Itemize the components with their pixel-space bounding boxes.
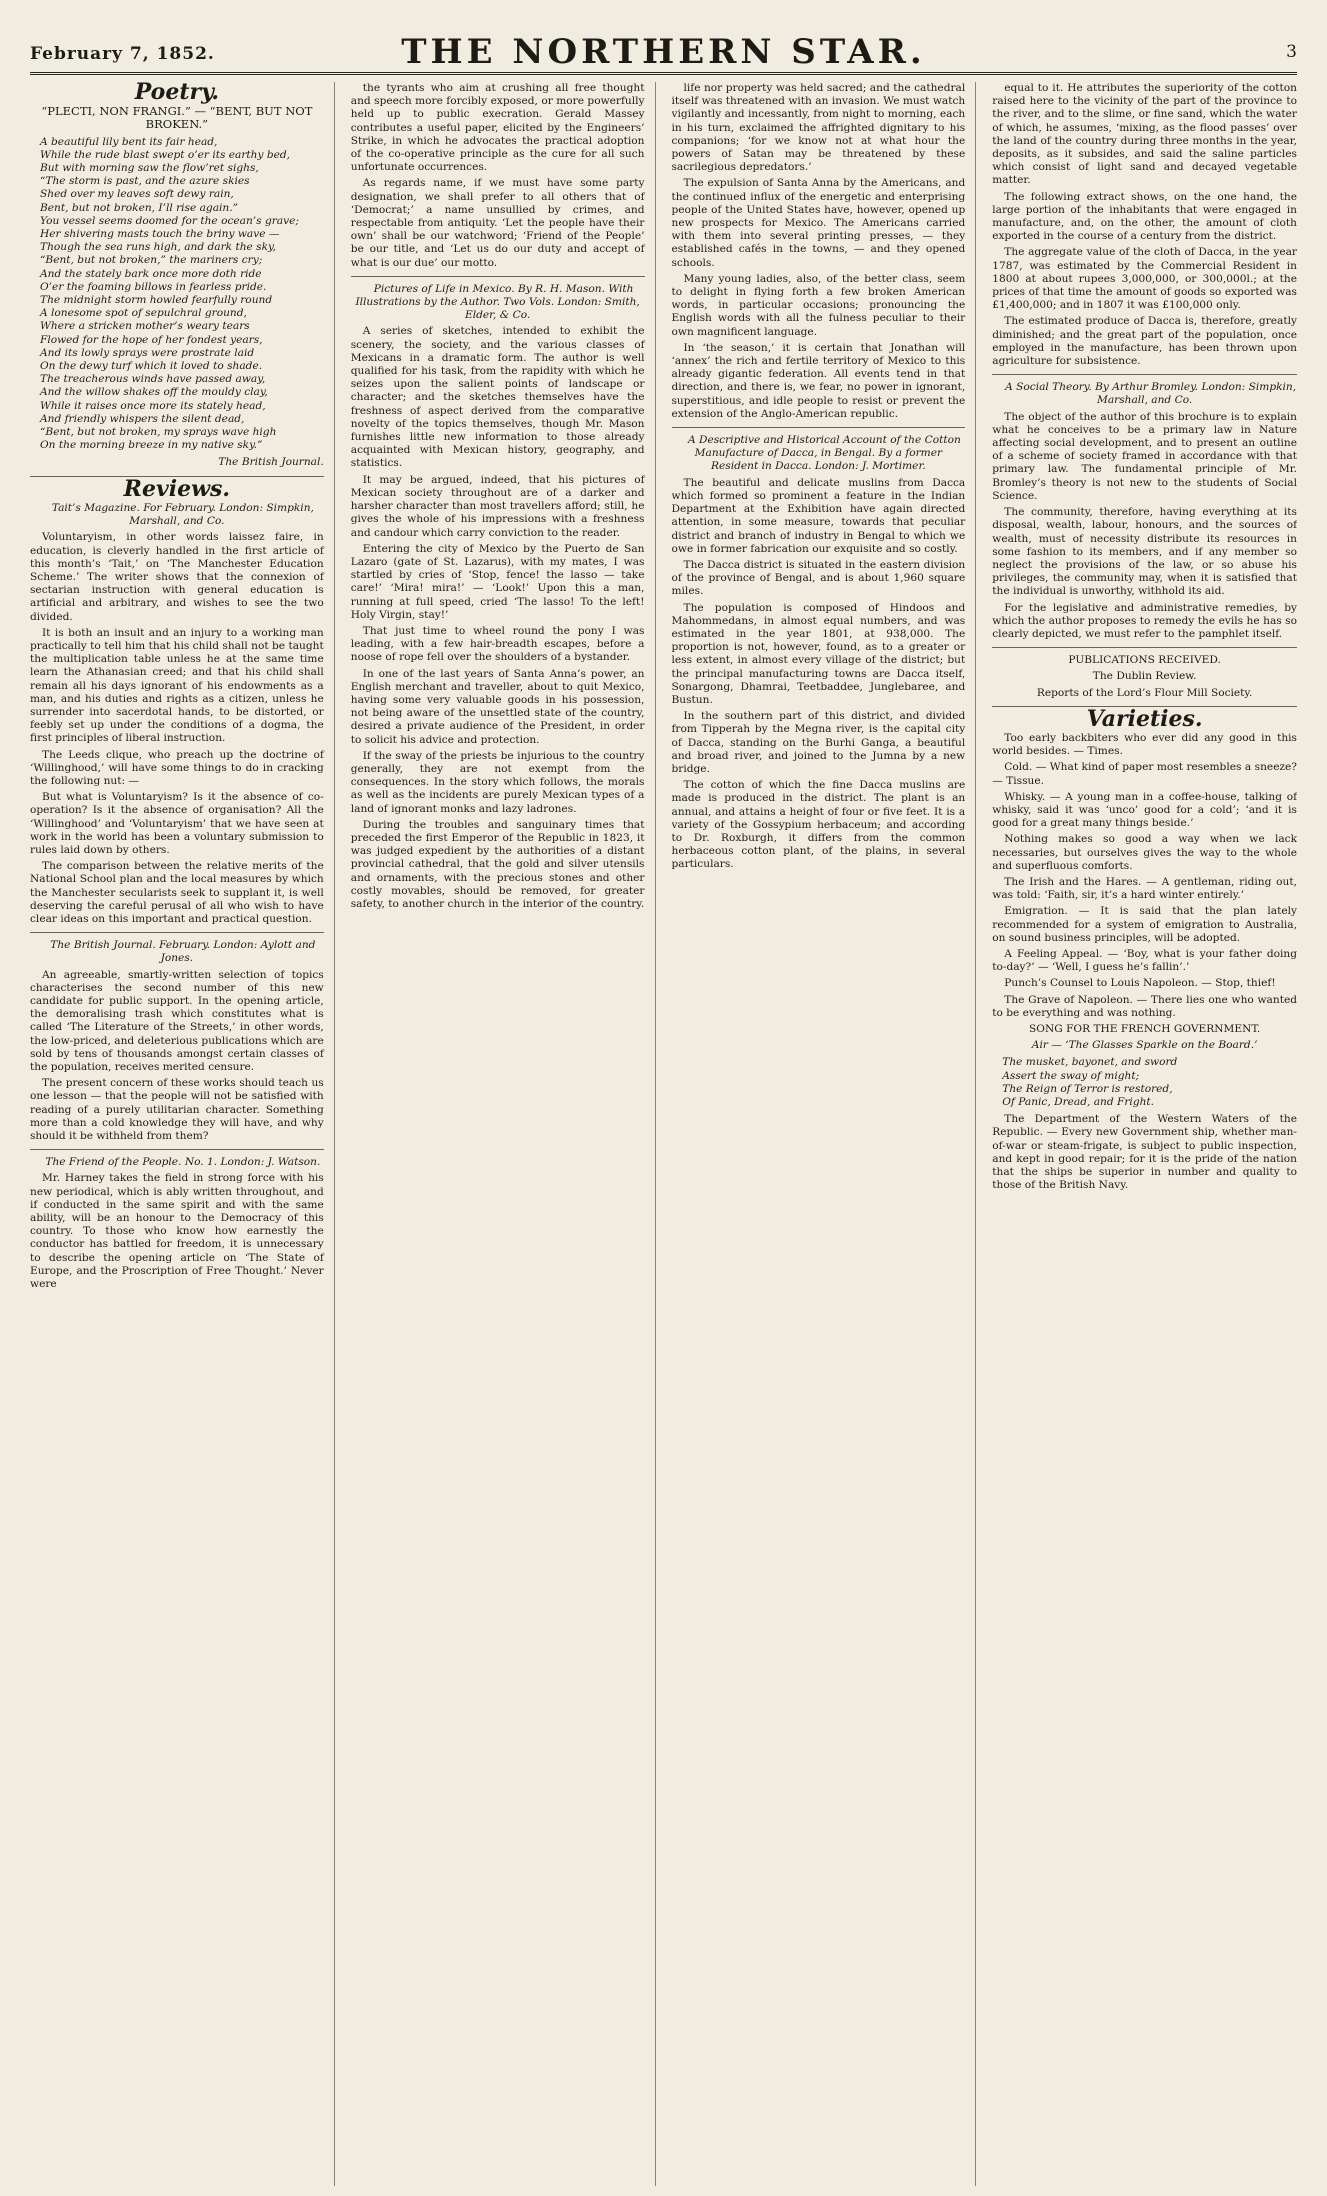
review-body	[992, 411, 1297, 641]
poem-line: Though the sea runs high, and dark the sky,	[40, 241, 276, 254]
poem-line: While it raises once more its stately head,	[40, 399, 266, 412]
column-2	[351, 82, 656, 2186]
review-body	[30, 1172, 324, 1291]
paragraph: During the troubles and sanguinary times that preceded the first Emperor of the Republic in 1823, it was judged expedient by the authorities of a distant provincial cathedral, that the gold and silver utensils and ornaments, with the precious stones and other costly movables, should be removed, for greater safety, to another church in the interior of the country.	[350, 818, 645, 910]
variety-item: The Grave of Napoleon. — There lies one who wanted to be everything and was nothing.	[992, 993, 1297, 1019]
poem-line: The treacherous winds have passed away,	[40, 373, 266, 386]
divider	[672, 427, 966, 428]
poem-line: But with morning saw the flow’ret sighs,	[40, 162, 259, 175]
paragraph: The community, therefore, having everything at its disposal, wealth, labour, honours, and the sources of wealth, must of necessity distribute its resources in some fashion to its members, and if any member so neglect the provisions of the law, or so abuse his privileges, the community may, when it is satisfied that the individual is unworthy, withhold its aid.	[992, 506, 1297, 598]
poetry-heading: Poetry.	[134, 82, 220, 105]
poem-line: Where a stricken mother’s weary tears	[40, 320, 250, 333]
poem-line: You vessel seems doomed for the ocean’s grave;	[40, 214, 299, 227]
poem-line: On the dewy turf which it loved to shade.	[40, 360, 263, 373]
newspaper-columns	[30, 82, 1297, 2186]
variety-item: Whisky. — A young man in a coffee-house, talking of whisky, said it was ‘unco’ good for a cold’; ‘and it is good for a great many things beside.’	[992, 790, 1297, 830]
poem-source: The British Journal.	[218, 456, 324, 469]
masthead	[30, 8, 1297, 75]
paragraph: Mr. Harney takes the field in strong force with his new periodical, which is ably written throughout, and if conducted in the same spirit and with the same ability, will be an honour to the Democracy of this country. To those who know how earnestly the conductor has battled for freedom, it is unnecessary to describe the opening article on ‘The State of Europe, and the Proscription of Free Thought.’ Never were	[30, 1172, 324, 1291]
article-body	[992, 82, 1297, 368]
paragraph: The estimated produce of Dacca is, therefore, greatly diminished; and the great part of the population, once employed in the manufacture, has been thrown upon agriculture for subsistence.	[992, 315, 1297, 368]
variety-item: Nothing makes so good a way when we lack necessaries, but ourselves gives the way to the whole and superfluous comforts.	[992, 833, 1297, 872]
paragraph: As regards name, if we must have some party designation, we shall prefer to all others that of ‘Democrat;’ a name unsullied by crimes, and respectable from antiquity. ‘Let the people have their own’ shall be our watchword; ‘Friend of the People’ be our title, and ‘Let us do our duty and accept of what is our due’ our motto.	[350, 177, 645, 269]
column-4	[992, 82, 1297, 2186]
review-title: A Social Theory. By Arthur Bromley. London: Simpkin, Marshall, and Co.	[1005, 381, 1297, 407]
paragraph: The population is composed of Hindoos and Mahommedans, in almost equal numbers, and was estimated in the year 1801, at 938,000. The proportion is not, however, found, as to a greater or less extent, in almost every village of the district; but the principal manufacturing towns are Dacca itself, Sonargong, Dhamrai, Teetbaddee, Junglebaree, and Bustun.	[671, 601, 966, 706]
article-body	[672, 82, 966, 421]
review-title: The British Journal. February. London: Aylott and Jones.	[50, 939, 316, 965]
paragraph: A series of sketches, intended to exhibit the scenery, the society, and the various classes of Mexicans in a dramatic form. The author is well qualified for his task, from the rapidity with which he seizes upon the salient points of landscape or character; and the sketches themselves have the freshness of aspect derived from the comparative novelty of the topics themselves, though Mr. Mason furnishes little new information to those already acquainted with Mexican history, geography, and statistics.	[350, 325, 645, 470]
reviews-heading: Reviews.	[123, 475, 231, 502]
paragraph: Many young ladies, also, of the better class, seem to delight in flying forth a few broken American words, in particular occasions; pronouncing the English words with all the fulness peculiar to their own magnificent language.	[671, 272, 966, 338]
poem-line: A beautiful lily bent its fair head,	[40, 135, 218, 148]
song-line: Of Panic, Dread, and Fright.	[1002, 1096, 1155, 1109]
song-line: Assert the sway of might;	[1002, 1069, 1140, 1082]
poem-line: And the stately bark once more doth ride	[40, 267, 262, 280]
song-lines	[992, 1056, 1297, 1109]
paragraph: In the southern part of this district, and divided from Tipperah by the Megna river, is the capital city of Dacca, standing on the Burhi Ganga, a beautiful and broad river, and joined to the Jumna by a new bridge.	[671, 710, 966, 775]
column-1	[30, 82, 335, 2186]
poem-line: O’er the foaming billows in fearless pride.	[40, 280, 267, 293]
review-title: A Descriptive and Historical Account of the Cotton Manufacture of Dacca, in Bengal. By a former Resident in Dacca. London: J. Mortimer.	[687, 434, 961, 473]
paragraph: The Leeds clique, who preach up the doctrine of ‘Willinghood,’ will have some things to do in cracking the following nut: —	[30, 748, 324, 787]
article-body	[351, 82, 645, 270]
variety-item: Cold. — What kind of paper most resembles a sneeze? — Tissue.	[992, 761, 1297, 787]
paragraph: The present concern of these works should teach us one lesson — that the people will not be satisfied with reading of a purely utilitarian character. Something more than a cold knowledge they will have, and why should it be withheld from them?	[30, 1077, 324, 1143]
poem-line: “Bent, but not broken,” the mariners cry;	[40, 254, 263, 267]
paragraph: The beautiful and delicate muslins from Dacca which formed so prominent a feature in the Indian Department at the Exhibition have again directed attention, in some measure, towards that peculiar district and branch of industry in Bengal to which we owe in former fabrication our exquisite and so costly.	[671, 476, 966, 555]
song-title: SONG FOR THE FRENCH GOVERNMENT.	[1029, 1023, 1261, 1035]
variety-item: Punch’s Counsel to Louis Napoleon. — Stop, thief!	[1004, 977, 1276, 990]
song-line: The Reign of Terror is restored,	[1002, 1082, 1173, 1095]
varieties-heading: Varieties.	[1086, 705, 1203, 732]
poem	[30, 105, 324, 469]
paragraph: That just time to wheel round the pony I was leading, with a few hair-breadth escapes, before a noose of rope fell over the shoulders of a bystander.	[350, 624, 645, 664]
review-body	[351, 325, 645, 911]
paragraph: If the sway of the priests be injurious to the country generally, they are not exempt from the consequences. In the story which follows, the morals as well as the incidents are purely Mexican types of a land of ignorant monks and lazy ladrones.	[350, 749, 645, 815]
poem-line: Bent, but not broken, I’ll rise again.”	[40, 201, 239, 214]
publication-item: The Dublin Review.	[1092, 670, 1197, 683]
review-title: The Friend of the People. No. 1. London: J. Watson.	[45, 1156, 321, 1169]
variety-item: Too early backbiters who ever did any good in this world besides. — Times.	[992, 731, 1297, 758]
paragraph: The object of the author of this brochure is to explain what he conceives to be a primary law in Nature affecting social development, and to present an outline of a scheme of society framed in accordance with that primary law. The fundamental principle of Mr. Bromley’s theory is not new to the students of Social Science.	[992, 410, 1297, 502]
paragraph: It is both an insult and an injury to a working man practically to tell him that his child shall not be taught the multiplication table unless he at the same time learn the Athanasian creed; and that his child shall remain all his days ignorant of his endowments as a man, and his duties and rights as a citizen, unless he surrender into sacerdotal hands, to be distorted, or feebly set up under the conditions of a dogma, the first principles of liberal instruction.	[30, 626, 324, 745]
paragraph: Entering the city of Mexico by the Puerto de San Lazaro (gate of St. Lazarus), with my mates, I was startled by cries of ‘Stop, fence! the lasso — take care!’ ‘Mira! mira!’ — ‘Look!’ Upon this a man, running at full speed, cried ‘The lasso! To the left! Holy Virgin, stay!’	[350, 542, 645, 621]
variety-item: Emigration. — It is said that the plan lately recommended for a system of emigration to Australia, on sound business principles, will be adopted.	[992, 905, 1297, 944]
poem-title: “PLECTI, NON FRANGI.” — “BENT, BUT NOT BROKEN.”	[41, 104, 313, 132]
poem-line: Flowed for the hope of her fondest years,	[40, 333, 263, 346]
paragraph: The cotton of which the fine Dacca muslins are made is produced in the district. The plant is an annual, and attains a height of four or five feet. It is a variety of the Gossypium herbaceum; and according to Dr. Roxburgh, it differs from the common herbaceous cotton plant, of the plains, in several particulars.	[671, 779, 966, 871]
review-body	[30, 531, 324, 926]
publications-heading: PUBLICATIONS RECEIVED.	[1068, 654, 1221, 667]
poem-line: A lonesome spot of sepulchral ground,	[40, 307, 247, 320]
poem-line: The midnight storm howled fearfully round	[40, 294, 273, 307]
varieties-list	[992, 732, 1297, 1020]
song-line: The musket, bayonet, and sword	[1002, 1056, 1178, 1069]
issue-date: February 7, 1852.	[30, 44, 215, 64]
paragraph: Voluntaryism, in other words laissez faire, in education, is cleverly handled in the first article of this month’s ‘Tait,’ on ‘The Manchester Education Scheme.’ The writer shows that the connexion of sectarian instruction with general education is artificial and arbitrary, and wishes to see the two divided.	[30, 531, 324, 623]
paragraph: In one of the last years of Santa Anna’s power, an English merchant and traveller, about to quit Mexico, having some very valuable goods in his possession, not being aware of the unsettled state of the country, desired a private audience of the President, in order to solicit his advice and protection.	[350, 667, 645, 746]
review-body	[30, 969, 324, 1144]
review-title: Pictures of Life in Mexico. By R. H. Mason. With Illustrations by the Author. Two Vols. London: Smith, Elder, & Co.	[355, 282, 640, 322]
paragraph: the tyrants who aim at crushing all free thought and speech more forcibly exposed, or more powerfully held up to public execration. Gerald Massey contributes a useful paper, elicited by the Engineers’ Strike, in which he advocates the practical adoption of the co-operative principle as the cure for all such unfortunate occurrences.	[350, 82, 645, 174]
paragraph: equal to it. He attributes the superiority of the cotton raised here to the vicinity of the part of the province to the river, and to the slime, or fine sand, which the water of which, he assumes, ‘mixing, as the flood passes’ over the land of the country during three months in the year, deposits, as it subsides, and said the saline particles which consist of light sand and decayed vegetable matter.	[992, 82, 1297, 187]
paragraph: The following extract shows, on the one hand, the large portion of the inhabitants that were engaged in manufacture, and, on the other, the amount of cloth exported in the course of a century from the district.	[992, 190, 1297, 243]
poem-line: And friendly whispers the silent dead,	[40, 412, 245, 425]
poem-line: And its lowly sprays were prostrate laid	[40, 346, 255, 359]
newspaper-title: THE NORTHERN STAR.	[401, 32, 926, 72]
divider	[992, 374, 1297, 375]
poem-line: While the rude blast swept o’er its earthy bed,	[40, 148, 291, 161]
review-body	[672, 477, 966, 872]
divider	[30, 932, 324, 933]
poem-line: “The storm is past, and the azure skies	[40, 175, 250, 188]
poem-line: Her shivering masts touch the briny wave —	[40, 228, 280, 241]
paragraph: The aggregate value of the cloth of Dacca, in the year 1787, was estimated by the Commercial Resident in 1800 at about rupees 3,000,000, or 300,000l.; at the prices of that time the amount of goods so exported was £1,400,000; and in 1807 it was £100,000 only.	[992, 246, 1297, 312]
poem-line: On the morning breeze in my native sky.”	[40, 439, 263, 452]
paragraph: The Dacca district is situated in the eastern division of the province of Bengal, and is about 1,960 square miles.	[671, 558, 966, 598]
variety-item: The Irish and the Hares. — A gentleman, riding out, was told: ‘Faith, sir, it’s a hard winter entirely.’	[992, 875, 1297, 902]
paragraph: For the legislative and administrative remedies, by which the author proposes to remedy the evils he has so clearly depicted, we must refer to the pamphlet itself.	[992, 601, 1297, 640]
closing-paragraph: The Department of the Western Waters of the Republic. — Every new Government ship, whether man-of-war or steam-frigate, is subject to public inspection, and kept in good repair; for it is the pride of the nation that the ships be superior in number and quality to those of the British Navy.	[992, 1113, 1297, 1192]
publications-list	[992, 670, 1297, 699]
column-3	[672, 82, 977, 2186]
poem-lines	[30, 136, 324, 453]
poem-line: And the willow shakes off the mouldy clay,	[40, 386, 268, 399]
variety-item: A Feeling Appeal. — ‘Boy, what is your father doing to-day?’ — ‘Well, I guess he’s fallin’.’	[992, 947, 1297, 974]
paragraph: An agreeable, smartly-written selection of topics characterises the second number of this new candidate for public support. In the opening article, the demoralising trash which constitutes what is called ‘The Literature of the Streets,’ in other words, the low-priced, and deleterious publications which are sold by tens of thousands amongst certain classes of the population, receives merited censure.	[30, 968, 324, 1074]
divider	[351, 276, 645, 277]
paragraph: In ‘the season,’ it is certain that Jonathan will ‘annex’ the rich and fertile territory of Mexico to this already gigantic federation. All events tend in that direction, and there is, we fear, no power in ignorant, superstitious, and idle people to resist or prevent the extension of the Anglo-American republic.	[671, 341, 966, 420]
review-title: Tait’s Magazine. For February. London: Simpkin, Marshall, and Co.	[51, 501, 314, 528]
paragraph: It may be argued, indeed, that his pictures of Mexican society throughout are of a darker and harsher character than most travellers afford; still, he gives the whole of his impressions with a freshness and candour which carry conviction to the reader.	[350, 473, 645, 539]
publication-item: Reports of the Lord’s Flour Mill Society.	[1036, 686, 1253, 699]
paragraph: life nor property was held sacred; and the cathedral itself was threatened with an invasion. We must watch vigilantly and incessantly, from night to morning, each in his turn, exclaimed the affrighted dignitary to his companions; ‘for we know not at what hour the powers of Satan may be threatened by these sacrilegious depredators.’	[671, 82, 966, 174]
paragraph: But what is Voluntaryism? Is it the absence of co-operation? Is it the absence of organisation? All the ‘Willinghood’ and ‘Voluntaryism’ that we have seen at work in the world has been a voluntary submission to rules laid down by others.	[30, 791, 324, 856]
paragraph: The expulsion of Santa Anna by the Americans, and the continued influx of the energetic and enterprising people of the United States have, however, opened up new prospects for Mexico. The Americans carried with them into several printing presses, — they established cafés in the towns, — and they opened schools.	[671, 177, 966, 269]
song-air: Air — ‘The Glasses Sparkle on the Board.’	[1031, 1039, 1258, 1052]
paragraph: The comparison between the relative merits of the National School plan and the local measures by which the Manchester secularists seek to supplant it, is well deserving the careful perusal of all who wish to have clear ideas on this important and practical question.	[30, 860, 324, 925]
divider	[992, 647, 1297, 648]
poem-line: “Bent, but not broken, my sprays wave high	[40, 426, 277, 439]
page-number: 3	[1286, 42, 1297, 62]
poem-line: Shed over my leaves soft dewy rain,	[40, 188, 234, 201]
divider	[30, 1149, 324, 1150]
